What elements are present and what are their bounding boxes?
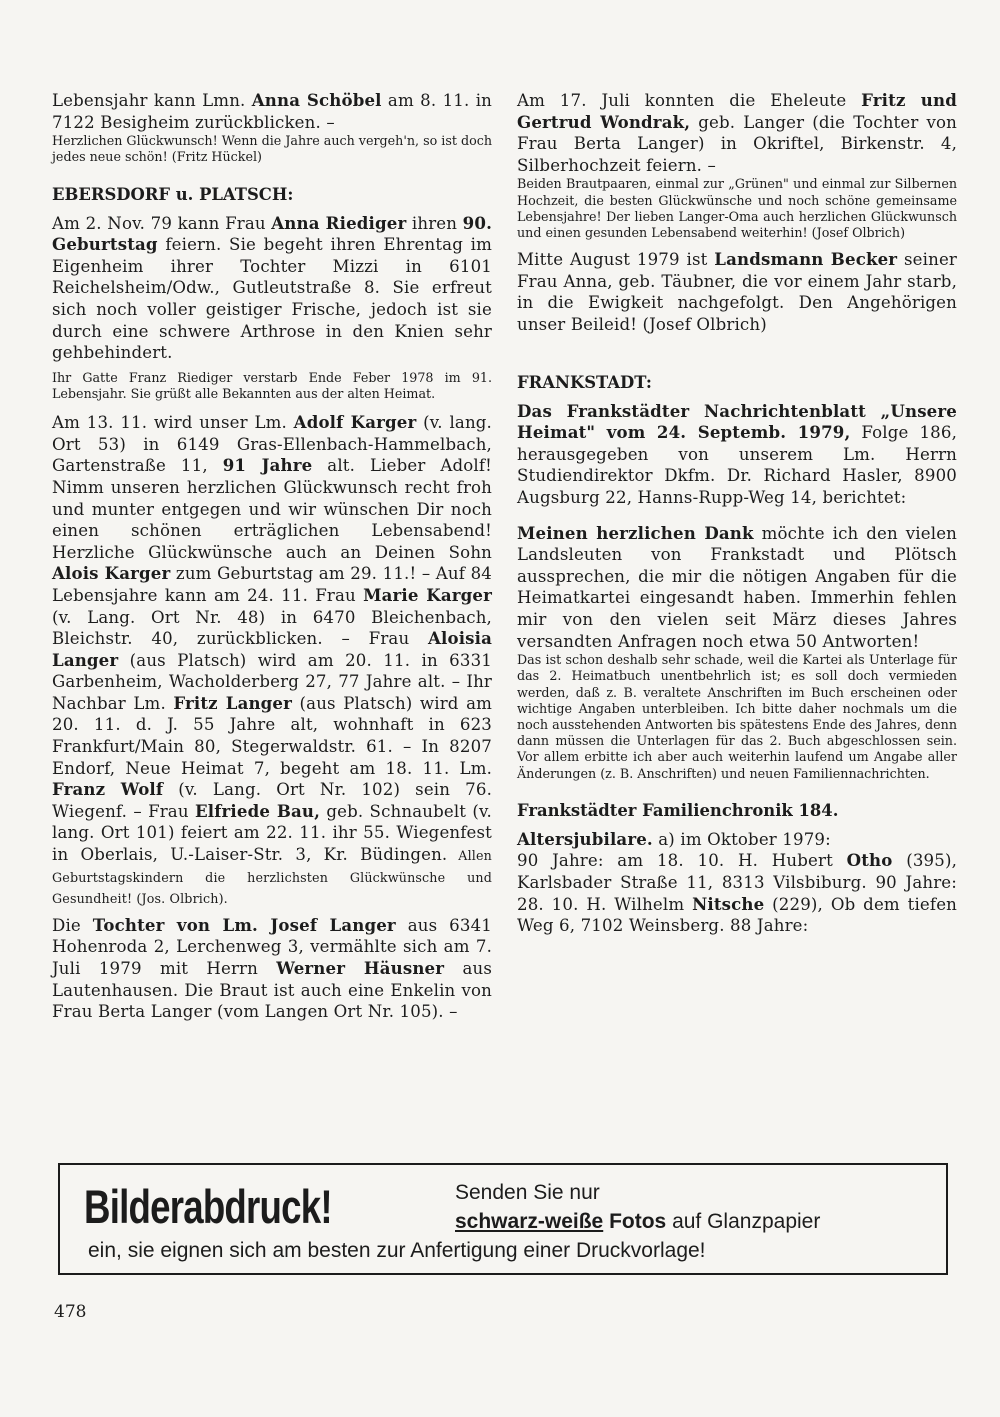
- paragraph-bridal-wishes: Beiden Brautpaaren, einmal zur „Grünen" und einmal zur Silbernen Hochzeit, die besten Glückwünsche und noch schöne gemeinsame Lebensjahre! Der lieben Langer-Oma auch herzlichen Glückwunsch und einen gesunden Lebensabend weiterhin! (Josef Olbrich): [517, 176, 957, 240]
- page-number: 478: [54, 1302, 87, 1322]
- ad-line-3: ein, sie eignen sich am besten zur Anfertigung einer Druckvorlage!: [88, 1239, 706, 1262]
- left-column: [52, 90, 492, 1023]
- right-column: [517, 90, 957, 937]
- paragraph-kartei-note: Das ist schon deshalb sehr schade, weil die Kartei als Unterlage für das 2. Heimatbuch unentbehrlich ist; es soll doch vermieden werden, daß z. B. veraltete Anschriften im Buch erscheinen oder wichtige Angaben unterbleiben. Ich bitte daher nochmals um die noch ausstehenden Antworten bis spätestens Ende des Jahres, denn dann müssen die Unterlagen für das 2. Buch abgeschlossen sein. Vor allem erbitte ich aber auch weiterhin laufend um Angabe aller Änderungen (z. B. Anschriften) und neuen Familiennachrichten.: [517, 652, 957, 781]
- ad-title: Bilderabdruck!: [84, 1180, 332, 1233]
- section-heading-frankstadt: FRANKSTADT:: [517, 372, 652, 392]
- paragraph-karger-birthdays: Am 13. 11. wird unser Lm. Adolf Karger (v. lang. Ort 53) in 6149 Gras-Ellenbach-Hammelbach, Gartenstraße 11, 91 Jahre alt. Lieber Adolf! Nimm unseren herzlichen Glückwunsch recht froh und munter entgegen und wir wünschen Dir noch einen schönen erträglichen Lebensabend! Herzliche Glückwünsche auch an Deinen Sohn Alois Karger zum Geburtstag am 29. 11.! – Auf 84 Lebensjahre kann am 24. 11. Frau Marie Karger (v. Lang. Ort Nr. 48) in 6470 Bleichenbach, Bleichstr. 40, zurückblicken. – Frau Aloisia Langer (aus Platsch) wird am 20. 11. in 6331 Garbenheim, Wacholderberg 27, 77 Jahre alt. – Ihr Nachbar Lm. Fritz Langer (aus Platsch) wird am 20. 11. d. J. 55 Jahre alt, wohnhaft in 623 Frankfurt/Main 80, Stegerwaldstr. 61. – In 8207 Endorf, Neue Heimat 7, begeht am 18. 11. Lm. Franz Wolf (v. Lang. Ort Nr. 102) sein 76. Wiegenf. – Frau Elfriede Bau, geb. Schnaubelt (v. lang. Ort 101) feiert am 22. 11. ihr 55. Wiegenfest in Oberlais, U.-Laiser-Str. 3, Kr. Büdingen. Allen Geburtstagskindern die herzlichsten Glückwünsche und Gesundheit! (Jos. Olbrich).: [52, 412, 492, 907]
- paragraph-altersjubilare: Altersjubilare. a) im Oktober 1979:: [517, 828, 831, 849]
- section-heading-ebersdorf: EBERSDORF u. PLATSCH:: [52, 184, 294, 204]
- paragraph-greeting-hueckel: Herzlichen Glückwunsch! Wenn die Jahre auch vergeh'n, so ist doch jedes neue schön! (Fritz Hückel): [52, 133, 492, 165]
- paragraph-thanks: Meinen herzlichen Dank möchte ich den vielen Landsleuten von Frankstadt und Plötsch aussprechen, die mir die nötigen Angaben für die Heimatkartei eingesandt haben. Immerhin fehlen mir von den vielen seit März dieses Jahres versandten Anfragen noch etwa 50 Antworten!: [517, 522, 957, 651]
- paragraph-newsletter: Das Frankstädter Nachrichtenblatt „Unsere Heimat" vom 24. Septemb. 1979, Folge 186, herausgegeben von unserem Lm. Herrn Studiendirektor Dkfm. Dr. Richard Hasler, 8900 Augsburg 22, Hanns-Rupp-Weg 14, berichtet:: [517, 400, 957, 507]
- paragraph-wedding-langer: Die Tochter von Lm. Josef Langer aus 6341 Hohenroda 2, Lerchenweg 3, vermählte sich am 7. Juli 1979 mit Herrn Werner Häusner aus Lautenhausen. Die Braut ist auch eine Enkelin von Frau Berta Langer (vom Langen Ort Nr. 105). –: [52, 914, 493, 1022]
- paragraph-becker-obituary: Mitte August 1979 ist Landsmann Becker seiner Frau Anna, geb. Täubner, die vor einem Jahr starb, in die Ewigkeit nachgefolgt. Den Angehörigen unser Beileid! (Josef Olbrich): [517, 249, 957, 334]
- advertisement-box: [58, 1163, 948, 1275]
- paragraph-schoebel: Lebensjahr kann Lmn. Anna Schöbel am 8. 11. in 7122 Besigheim zurückblicken. –: [52, 90, 492, 132]
- paragraph-riediger: Am 2. Nov. 79 kann Frau Anna Riediger ihren 90. Geburtstag feiern. Sie begeht ihren Ehrentag im Eigenheim ihrer Tochter Mizzi in 6101 Reichelsheim/Odw., Gutleutstraße 8. Sie erfreut sich noch voller geistiger Frische, jedoch ist sie durch eine schwere Arthrose in den Knien sehr gehbehindert.: [52, 212, 492, 363]
- paragraph-riediger-note: Ihr Gatte Franz Riediger verstarb Ende Feber 1978 im 91. Lebensjahr. Sie grüßt alle Bekannten aus der alten Heimat.: [52, 369, 492, 401]
- ad-line-2: schwarz-weiße Fotos auf Glanzpapier: [455, 1210, 821, 1233]
- section-heading-familienchronik: Frankstädter Familienchronik 184.: [517, 800, 839, 820]
- paragraph-jubilare-list: 90 Jahre: am 18. 10. H. Hubert Otho (395), Karlsbader Straße 11, 8313 Vilsbiburg. 90 Jahre: 28. 10. H. Wilhelm Nitsche (229), Ob dem tiefen Weg 6, 7102 Weinsberg. 88 Jahre:: [517, 850, 957, 936]
- paragraph-wondrak: Am 17. Juli konnten die Eheleute Fritz und Gertrud Wondrak, geb. Langer (die Tochter von Frau Berta Langer) in Okriftel, Birkenstr. 4, Silberhochzeit feiern. –: [517, 90, 958, 175]
- ad-line-1: Senden Sie nur: [455, 1181, 600, 1204]
